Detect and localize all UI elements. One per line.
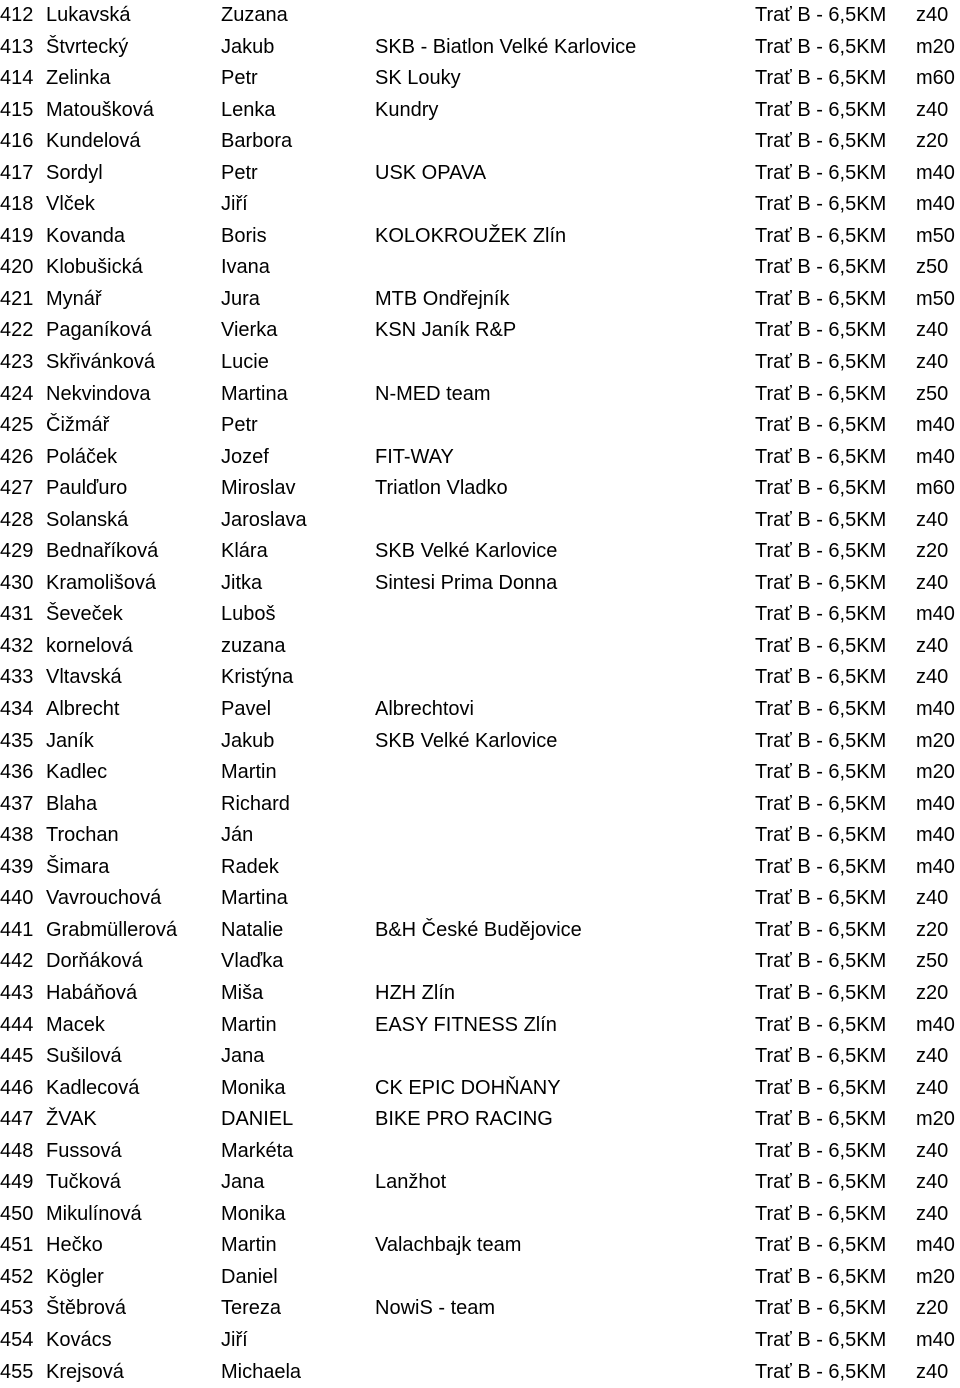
start-number: 433 bbox=[0, 666, 34, 689]
last-name: Blaha bbox=[46, 792, 98, 815]
first-name: Michaela bbox=[221, 1360, 302, 1383]
last-name: Sordyl bbox=[46, 161, 103, 184]
club-name: SKB - Biatlon Velké Karlovice bbox=[375, 35, 637, 58]
first-name: Jiří bbox=[221, 193, 248, 216]
category: z50 bbox=[916, 950, 949, 973]
last-name: Nekvindova bbox=[46, 382, 151, 405]
start-number: 431 bbox=[0, 603, 34, 626]
first-name: Radek bbox=[221, 855, 279, 878]
start-number: 418 bbox=[0, 193, 34, 216]
table-row bbox=[0, 915, 960, 947]
last-name: Klobušická bbox=[46, 256, 143, 279]
category: m40 bbox=[916, 1234, 955, 1257]
start-number: 451 bbox=[0, 1234, 34, 1257]
start-number: 432 bbox=[0, 634, 34, 657]
table-row bbox=[0, 379, 960, 411]
track-name: Trať B - 6,5KM bbox=[755, 256, 887, 279]
track-name: Trať B - 6,5KM bbox=[755, 1297, 887, 1320]
club-name: FIT-WAY bbox=[375, 445, 454, 468]
category: m40 bbox=[916, 414, 955, 437]
track-name: Trať B - 6,5KM bbox=[755, 351, 887, 374]
start-number: 441 bbox=[0, 918, 34, 941]
table-row bbox=[0, 1325, 960, 1357]
category: z20 bbox=[916, 130, 949, 153]
table-row bbox=[0, 1167, 960, 1199]
first-name: Pavel bbox=[221, 698, 272, 721]
last-name: Paganíková bbox=[46, 319, 152, 342]
table-row bbox=[0, 158, 960, 190]
table-row bbox=[0, 978, 960, 1010]
track-name: Trať B - 6,5KM bbox=[755, 1171, 887, 1194]
first-name: Martina bbox=[221, 887, 288, 910]
first-name: Tereza bbox=[221, 1297, 282, 1320]
track-name: Trať B - 6,5KM bbox=[755, 603, 887, 626]
track-name: Trať B - 6,5KM bbox=[755, 729, 887, 752]
start-number: 448 bbox=[0, 1139, 34, 1162]
track-name: Trať B - 6,5KM bbox=[755, 1013, 887, 1036]
category: m20 bbox=[916, 761, 955, 784]
club-name: B&H České Budějovice bbox=[375, 918, 582, 941]
first-name: Jakub bbox=[221, 729, 275, 752]
table-row bbox=[0, 473, 960, 505]
start-number: 435 bbox=[0, 729, 34, 752]
last-name: Kögler bbox=[46, 1265, 104, 1288]
track-name: Trať B - 6,5KM bbox=[755, 1139, 887, 1162]
start-number: 425 bbox=[0, 414, 34, 437]
track-name: Trať B - 6,5KM bbox=[755, 887, 887, 910]
first-name: Monika bbox=[221, 1202, 286, 1225]
last-name: Štvrtecký bbox=[46, 35, 129, 58]
track-name: Trať B - 6,5KM bbox=[755, 792, 887, 815]
first-name: Kristýna bbox=[221, 666, 294, 689]
first-name: Ján bbox=[221, 824, 254, 847]
track-name: Trať B - 6,5KM bbox=[755, 4, 887, 26]
category: z50 bbox=[916, 256, 949, 279]
first-name: Klára bbox=[221, 540, 268, 563]
table-row bbox=[0, 315, 960, 347]
club-name: Triatlon Vladko bbox=[375, 477, 508, 500]
start-number: 436 bbox=[0, 761, 34, 784]
category: m40 bbox=[916, 792, 955, 815]
first-name: Jura bbox=[221, 287, 260, 310]
last-name: Dorňáková bbox=[46, 950, 143, 973]
category: z40 bbox=[916, 1202, 949, 1225]
category: z40 bbox=[916, 634, 949, 657]
table-row bbox=[0, 252, 960, 284]
first-name: Lenka bbox=[221, 98, 276, 121]
last-name: Albrecht bbox=[46, 698, 120, 721]
category: m40 bbox=[916, 193, 955, 216]
table-row bbox=[0, 883, 960, 915]
start-number: 442 bbox=[0, 950, 34, 973]
category: m60 bbox=[916, 67, 955, 90]
category: z20 bbox=[916, 981, 949, 1004]
track-name: Trať B - 6,5KM bbox=[755, 981, 887, 1004]
table-row bbox=[0, 347, 960, 379]
start-number: 413 bbox=[0, 35, 34, 58]
last-name: Šimara bbox=[46, 855, 110, 878]
last-name: Kramolišová bbox=[46, 571, 157, 594]
table-row bbox=[0, 189, 960, 221]
start-number: 443 bbox=[0, 981, 34, 1004]
first-name: Miroslav bbox=[221, 477, 296, 500]
table-row bbox=[0, 0, 960, 32]
table-row bbox=[0, 284, 960, 316]
club-name: Kundry bbox=[375, 98, 439, 121]
category: m40 bbox=[916, 824, 955, 847]
category: m40 bbox=[916, 445, 955, 468]
start-number: 424 bbox=[0, 382, 34, 405]
track-name: Trať B - 6,5KM bbox=[755, 477, 887, 500]
first-name: Ivana bbox=[221, 256, 270, 279]
track-name: Trať B - 6,5KM bbox=[755, 1076, 887, 1099]
club-name: SKB Velké Karlovice bbox=[375, 729, 558, 752]
last-name: Poláček bbox=[46, 445, 118, 468]
start-number: 434 bbox=[0, 698, 34, 721]
track-name: Trať B - 6,5KM bbox=[755, 824, 887, 847]
start-number: 453 bbox=[0, 1297, 34, 1320]
table-row bbox=[0, 505, 960, 537]
first-name: Richard bbox=[221, 792, 290, 815]
first-name: Martin bbox=[221, 1234, 277, 1257]
track-name: Trať B - 6,5KM bbox=[755, 35, 887, 58]
table-row bbox=[0, 221, 960, 253]
category: z20 bbox=[916, 918, 949, 941]
last-name: Krejsová bbox=[46, 1360, 124, 1383]
category: m40 bbox=[916, 1013, 955, 1036]
table-row bbox=[0, 63, 960, 95]
first-name: Vierka bbox=[221, 319, 278, 342]
start-number: 438 bbox=[0, 824, 34, 847]
first-name: Jozef bbox=[221, 445, 269, 468]
category: z40 bbox=[916, 887, 949, 910]
first-name: Martin bbox=[221, 1013, 277, 1036]
category: z40 bbox=[916, 319, 949, 342]
first-name: Petr bbox=[221, 161, 258, 184]
track-name: Trať B - 6,5KM bbox=[755, 1202, 887, 1225]
table-row bbox=[0, 599, 960, 631]
table-row bbox=[0, 631, 960, 663]
start-number: 450 bbox=[0, 1202, 34, 1225]
category: z40 bbox=[916, 351, 949, 374]
category: z40 bbox=[916, 666, 949, 689]
club-name: USK OPAVA bbox=[375, 161, 487, 184]
table-row bbox=[0, 789, 960, 821]
last-name: ŽVAK bbox=[46, 1108, 97, 1131]
last-name: Čižmář bbox=[46, 414, 110, 437]
start-number: 447 bbox=[0, 1108, 34, 1131]
table-row bbox=[0, 726, 960, 758]
category: m20 bbox=[916, 35, 955, 58]
table-row bbox=[0, 32, 960, 64]
club-name: MTB Ondřejník bbox=[375, 287, 510, 310]
category: m20 bbox=[916, 1265, 955, 1288]
category: z40 bbox=[916, 508, 949, 531]
first-name: Jakub bbox=[221, 35, 275, 58]
last-name: Zelinka bbox=[46, 67, 111, 90]
last-name: Kovanda bbox=[46, 224, 125, 247]
track-name: Trať B - 6,5KM bbox=[755, 1234, 887, 1257]
track-name: Trať B - 6,5KM bbox=[755, 414, 887, 437]
first-name: Natalie bbox=[221, 918, 284, 941]
last-name: Fussová bbox=[46, 1139, 122, 1162]
track-name: Trať B - 6,5KM bbox=[755, 287, 887, 310]
table-row bbox=[0, 1357, 960, 1388]
start-number: 444 bbox=[0, 1013, 34, 1036]
category: m20 bbox=[916, 729, 955, 752]
category: z40 bbox=[916, 4, 949, 26]
last-name: Grabmüllerová bbox=[46, 918, 178, 941]
category: m40 bbox=[916, 698, 955, 721]
last-name: Janík bbox=[46, 729, 94, 752]
category: z40 bbox=[916, 1139, 949, 1162]
track-name: Trať B - 6,5KM bbox=[755, 540, 887, 563]
club-name: SKB Velké Karlovice bbox=[375, 540, 558, 563]
category: z20 bbox=[916, 1297, 949, 1320]
track-name: Trať B - 6,5KM bbox=[755, 1360, 887, 1383]
first-name: Barbora bbox=[221, 130, 293, 153]
table-row bbox=[0, 536, 960, 568]
track-name: Trať B - 6,5KM bbox=[755, 571, 887, 594]
table-row bbox=[0, 1073, 960, 1105]
start-number: 422 bbox=[0, 319, 34, 342]
table-row bbox=[0, 1262, 960, 1294]
first-name: Petr bbox=[221, 414, 258, 437]
table-row bbox=[0, 820, 960, 852]
first-name: Martina bbox=[221, 382, 288, 405]
start-number: 417 bbox=[0, 161, 34, 184]
club-name: KOLOKROUŽEK Zlín bbox=[375, 224, 567, 247]
table-row bbox=[0, 568, 960, 600]
start-number: 430 bbox=[0, 571, 34, 594]
last-name: Lukavská bbox=[46, 4, 131, 26]
last-name: Solanská bbox=[46, 508, 129, 531]
last-name: Mynář bbox=[46, 287, 102, 310]
last-name: Hečko bbox=[46, 1234, 103, 1257]
track-name: Trať B - 6,5KM bbox=[755, 855, 887, 878]
club-name: SK Louky bbox=[375, 67, 461, 90]
table-row bbox=[0, 1293, 960, 1325]
last-name: Kadlecová bbox=[46, 1076, 140, 1099]
track-name: Trať B - 6,5KM bbox=[755, 1108, 887, 1131]
first-name: Vlaďka bbox=[221, 950, 284, 973]
track-name: Trať B - 6,5KM bbox=[755, 698, 887, 721]
table-row bbox=[0, 1199, 960, 1231]
start-number: 426 bbox=[0, 445, 34, 468]
category: z40 bbox=[916, 1360, 949, 1383]
table-row bbox=[0, 662, 960, 694]
category: z40 bbox=[916, 571, 949, 594]
start-number: 427 bbox=[0, 477, 34, 500]
category: m40 bbox=[916, 603, 955, 626]
track-name: Trať B - 6,5KM bbox=[755, 950, 887, 973]
first-name: Petr bbox=[221, 67, 258, 90]
track-name: Trať B - 6,5KM bbox=[755, 918, 887, 941]
last-name: Macek bbox=[46, 1013, 105, 1036]
category: m60 bbox=[916, 477, 955, 500]
track-name: Trať B - 6,5KM bbox=[755, 224, 887, 247]
last-name: Kovács bbox=[46, 1328, 112, 1351]
first-name: Lucie bbox=[221, 351, 269, 374]
category: m20 bbox=[916, 1108, 955, 1131]
start-number: 440 bbox=[0, 887, 34, 910]
table-row bbox=[0, 946, 960, 978]
last-name: Tučková bbox=[46, 1171, 121, 1194]
start-number: 454 bbox=[0, 1328, 34, 1351]
last-name: Sušilová bbox=[46, 1045, 122, 1068]
track-name: Trať B - 6,5KM bbox=[755, 67, 887, 90]
track-name: Trať B - 6,5KM bbox=[755, 666, 887, 689]
first-name: Jana bbox=[221, 1045, 265, 1068]
club-name: Sintesi Prima Donna bbox=[375, 571, 558, 594]
category: m40 bbox=[916, 161, 955, 184]
club-name: NowiS - team bbox=[375, 1297, 496, 1320]
first-name: Zuzana bbox=[221, 4, 288, 26]
category: m40 bbox=[916, 1328, 955, 1351]
first-name: Jana bbox=[221, 1171, 265, 1194]
start-number: 449 bbox=[0, 1171, 34, 1194]
club-name: Albrechtovi bbox=[375, 698, 474, 721]
first-name: zuzana bbox=[221, 634, 286, 657]
last-name: Bednaříková bbox=[46, 540, 159, 563]
last-name: Skřivánková bbox=[46, 351, 155, 374]
category: m50 bbox=[916, 287, 955, 310]
table-row bbox=[0, 126, 960, 158]
category: m40 bbox=[916, 855, 955, 878]
last-name: kornelová bbox=[46, 634, 133, 657]
track-name: Trať B - 6,5KM bbox=[755, 634, 887, 657]
first-name: Jiří bbox=[221, 1328, 248, 1351]
club-name: N-MED team bbox=[375, 382, 491, 405]
last-name: Štěbrová bbox=[46, 1297, 127, 1320]
track-name: Trať B - 6,5KM bbox=[755, 382, 887, 405]
table-row bbox=[0, 410, 960, 442]
table-row bbox=[0, 95, 960, 127]
start-number: 416 bbox=[0, 130, 34, 153]
first-name: DANIEL bbox=[221, 1108, 294, 1131]
track-name: Trať B - 6,5KM bbox=[755, 1328, 887, 1351]
start-number: 414 bbox=[0, 67, 34, 90]
track-name: Trať B - 6,5KM bbox=[755, 508, 887, 531]
table-row bbox=[0, 852, 960, 884]
track-name: Trať B - 6,5KM bbox=[755, 319, 887, 342]
last-name: Habáňová bbox=[46, 981, 138, 1004]
track-name: Trať B - 6,5KM bbox=[755, 445, 887, 468]
first-name: Miša bbox=[221, 981, 264, 1004]
first-name: Martin bbox=[221, 761, 277, 784]
first-name: Jaroslava bbox=[221, 508, 307, 531]
table-row bbox=[0, 1041, 960, 1073]
last-name: Kadlec bbox=[46, 761, 108, 784]
last-name: Vavrouchová bbox=[46, 887, 162, 910]
category: z40 bbox=[916, 98, 949, 121]
table-row bbox=[0, 1010, 960, 1042]
last-name: Mikulínová bbox=[46, 1202, 142, 1225]
track-name: Trať B - 6,5KM bbox=[755, 761, 887, 784]
first-name: Markéta bbox=[221, 1139, 294, 1162]
category: z40 bbox=[916, 1045, 949, 1068]
start-number: 446 bbox=[0, 1076, 34, 1099]
club-name: Valachbajk team bbox=[375, 1234, 522, 1257]
category: z40 bbox=[916, 1171, 949, 1194]
last-name: Kundelová bbox=[46, 130, 141, 153]
club-name: KSN Janík R&P bbox=[375, 319, 517, 342]
first-name: Daniel bbox=[221, 1265, 278, 1288]
start-number: 419 bbox=[0, 224, 34, 247]
category: z20 bbox=[916, 540, 949, 563]
club-name: HZH Zlín bbox=[375, 981, 455, 1004]
track-name: Trať B - 6,5KM bbox=[755, 161, 887, 184]
table-row bbox=[0, 1230, 960, 1262]
start-number: 428 bbox=[0, 508, 34, 531]
first-name: Monika bbox=[221, 1076, 286, 1099]
table-row bbox=[0, 1104, 960, 1136]
category: z50 bbox=[916, 382, 949, 405]
track-name: Trať B - 6,5KM bbox=[755, 130, 887, 153]
last-name: Ševeček bbox=[46, 603, 123, 626]
first-name: Luboš bbox=[221, 603, 276, 626]
track-name: Trať B - 6,5KM bbox=[755, 98, 887, 121]
first-name: Boris bbox=[221, 224, 267, 247]
start-number: 429 bbox=[0, 540, 34, 563]
last-name: Vltavská bbox=[46, 666, 122, 689]
start-number: 423 bbox=[0, 351, 34, 374]
start-number: 455 bbox=[0, 1360, 34, 1383]
start-number: 415 bbox=[0, 98, 34, 121]
last-name: Paulďuro bbox=[46, 477, 128, 500]
start-number: 412 bbox=[0, 4, 34, 26]
club-name: CK EPIC DOHŇANY bbox=[375, 1076, 561, 1099]
track-name: Trať B - 6,5KM bbox=[755, 1265, 887, 1288]
start-number: 420 bbox=[0, 256, 34, 279]
last-name: Trochan bbox=[46, 824, 119, 847]
club-name: BIKE PRO RACING bbox=[375, 1108, 553, 1131]
last-name: Matoušková bbox=[46, 98, 154, 121]
table-row bbox=[0, 694, 960, 726]
track-name: Trať B - 6,5KM bbox=[755, 193, 887, 216]
start-number: 439 bbox=[0, 855, 34, 878]
start-number: 421 bbox=[0, 287, 34, 310]
start-number: 452 bbox=[0, 1265, 34, 1288]
club-name: Lanžhot bbox=[375, 1171, 447, 1194]
last-name: Vlček bbox=[46, 193, 95, 216]
category: z40 bbox=[916, 1076, 949, 1099]
table-row bbox=[0, 757, 960, 789]
first-name: Jitka bbox=[221, 571, 263, 594]
club-name: EASY FITNESS Zlín bbox=[375, 1013, 557, 1036]
table-row bbox=[0, 1136, 960, 1168]
category: m50 bbox=[916, 224, 955, 247]
table-row bbox=[0, 442, 960, 474]
start-number: 437 bbox=[0, 792, 34, 815]
track-name: Trať B - 6,5KM bbox=[755, 1045, 887, 1068]
start-number: 445 bbox=[0, 1045, 34, 1068]
